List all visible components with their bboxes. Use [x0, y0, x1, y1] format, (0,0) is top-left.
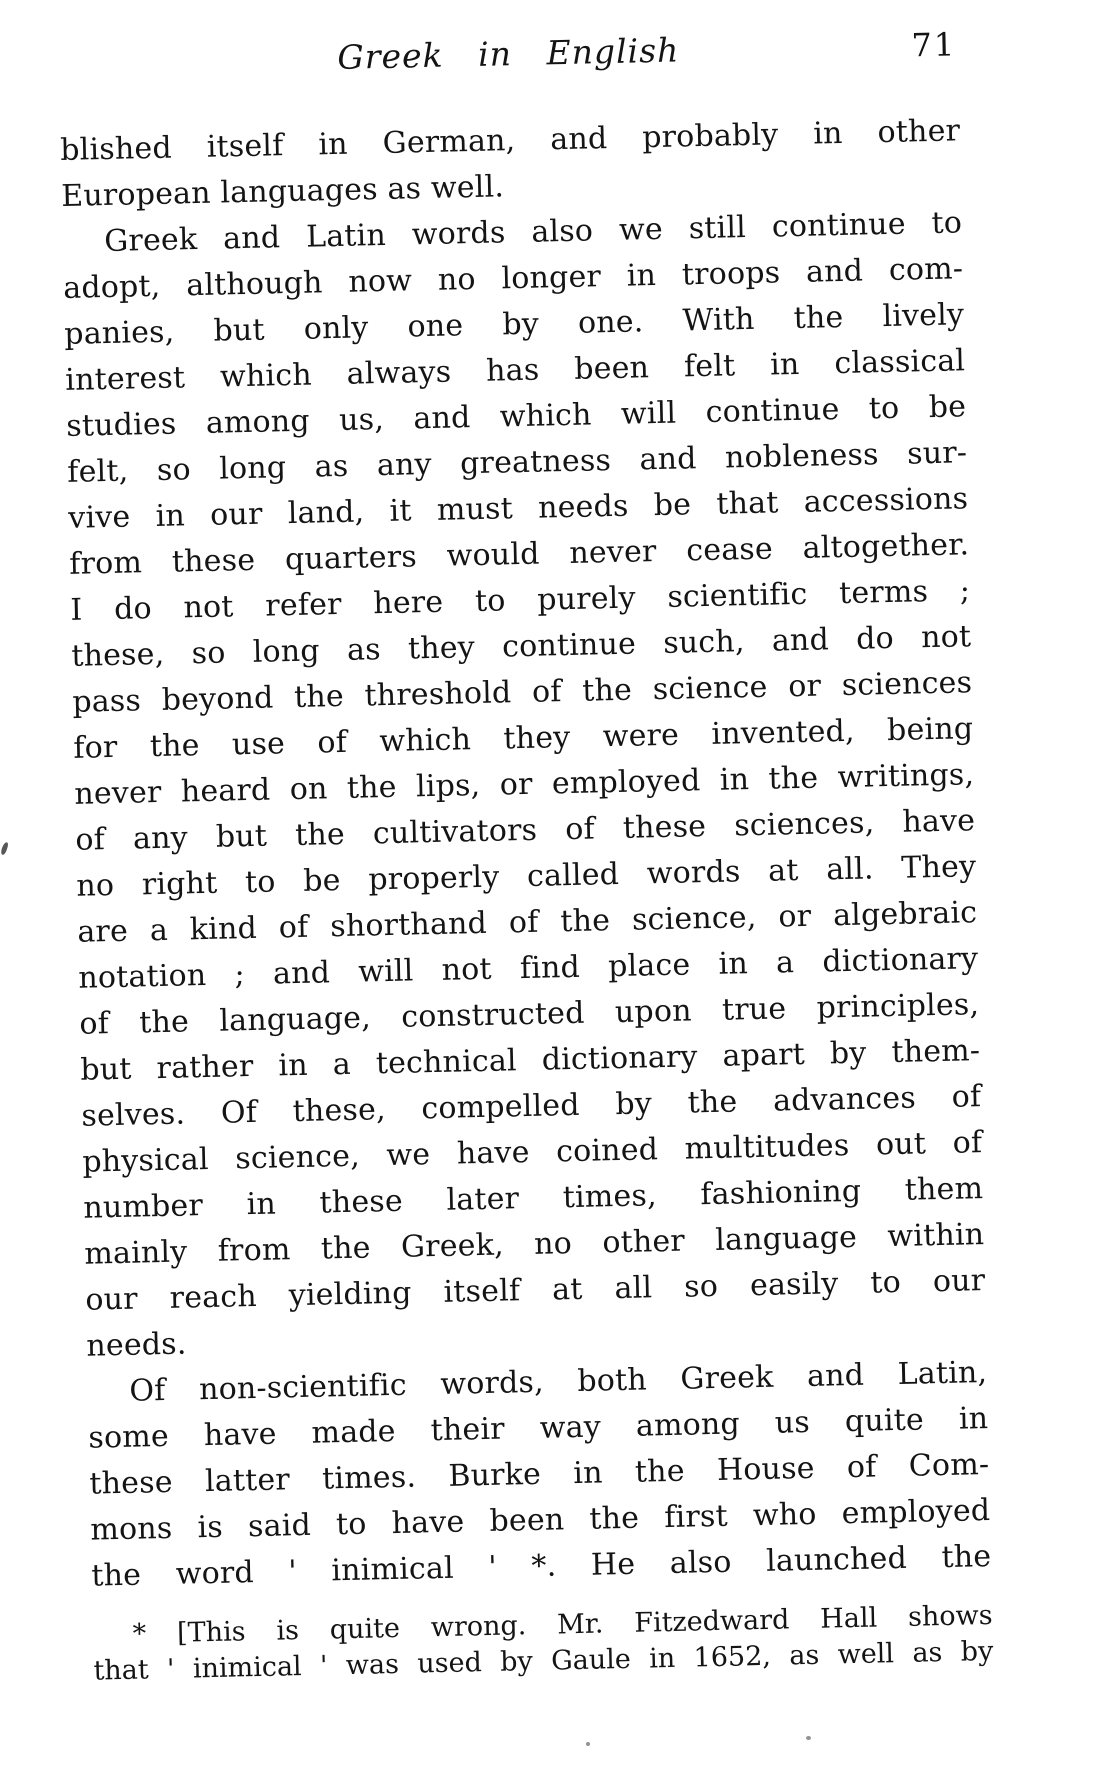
text-line: blished itself in German, and probably in other	[59, 113, 961, 168]
text-line: felt, so long as any greatness and nobleness sur-	[66, 435, 968, 490]
text-line: these latter times. Burke in the House of Com-	[89, 1447, 990, 1502]
text-line: mainly from the Greek, no other language within	[84, 1217, 985, 1272]
text-line: no right to be properly called words at all. They	[75, 849, 977, 904]
running-header	[58, 24, 959, 96]
text-line: never heard on the lips, or employed in the writings,	[73, 757, 975, 812]
text-line: interest which always has been felt in classical	[64, 343, 966, 398]
scan-artifact-dot	[586, 1742, 590, 1746]
text-line: selves. Of these, compelled by the advances of	[81, 1079, 982, 1134]
text-line: * [This is quite wrong. Mr. Fitzedward Hall shows	[132, 1599, 993, 1650]
text-line: of any but the cultivators of these sciences, have	[74, 803, 976, 858]
text-line: Greek and Latin words also we still continue to	[103, 205, 963, 260]
footnote	[92, 1598, 993, 1690]
text-line: mons is said to have been the first who employed	[90, 1493, 991, 1548]
text-line: for the use of which they were invented, being	[72, 711, 974, 766]
text-line: notation ; and will not find place in a dictionary	[78, 941, 979, 996]
text-line: Of non-scientific words, both Greek and Latin,	[129, 1355, 988, 1409]
text-line: the word ' inimical ' *. He also launched the	[91, 1539, 992, 1594]
text-line: adopt, although now no longer in troops and com-	[62, 251, 964, 306]
text-line: some have made their way among us quite in	[88, 1401, 989, 1456]
scan-artifact-speck	[0, 842, 9, 856]
text-line: needs.	[86, 1326, 187, 1364]
body-text	[60, 108, 992, 1599]
text-line: but rather in a technical dictionary apart by them-	[80, 1033, 981, 1088]
paragraph	[87, 1350, 992, 1600]
text-line: panies, but only one by one. With the lively	[63, 297, 965, 352]
text-line: these, so long as they continue such, and do not	[70, 619, 972, 674]
text-line: European languages as well.	[60, 169, 505, 214]
text-line: are a kind of shorthand of the science, or algebraic	[77, 895, 978, 950]
text-line: vive in our land, it must needs be that accessions	[67, 481, 969, 536]
text-line: number in these later times, fashioning them	[83, 1171, 984, 1226]
running-header-title: Greek in English	[336, 30, 680, 77]
scan-artifact-dot	[806, 1736, 811, 1740]
text-line: pass beyond the threshold of the science or sciences	[71, 665, 973, 720]
text-line: physical science, we have coined multitudes out of	[82, 1125, 983, 1180]
text-line: that ' inimical ' was used by Gaule in 1652, as well as by	[93, 1635, 994, 1687]
page-number: 71	[911, 25, 957, 65]
text-line: from these quarters would never cease altogether.	[68, 527, 970, 582]
page-content	[58, 24, 994, 1689]
text-line: I do not refer here to purely scientific terms ;	[69, 573, 971, 628]
text-line: our reach yielding itself at all so easily to our	[85, 1263, 986, 1318]
text-line: studies among us, and which will continue to be	[65, 389, 967, 444]
paragraph	[62, 200, 987, 1369]
text-line: of the language, constructed upon true principles,	[79, 987, 980, 1042]
